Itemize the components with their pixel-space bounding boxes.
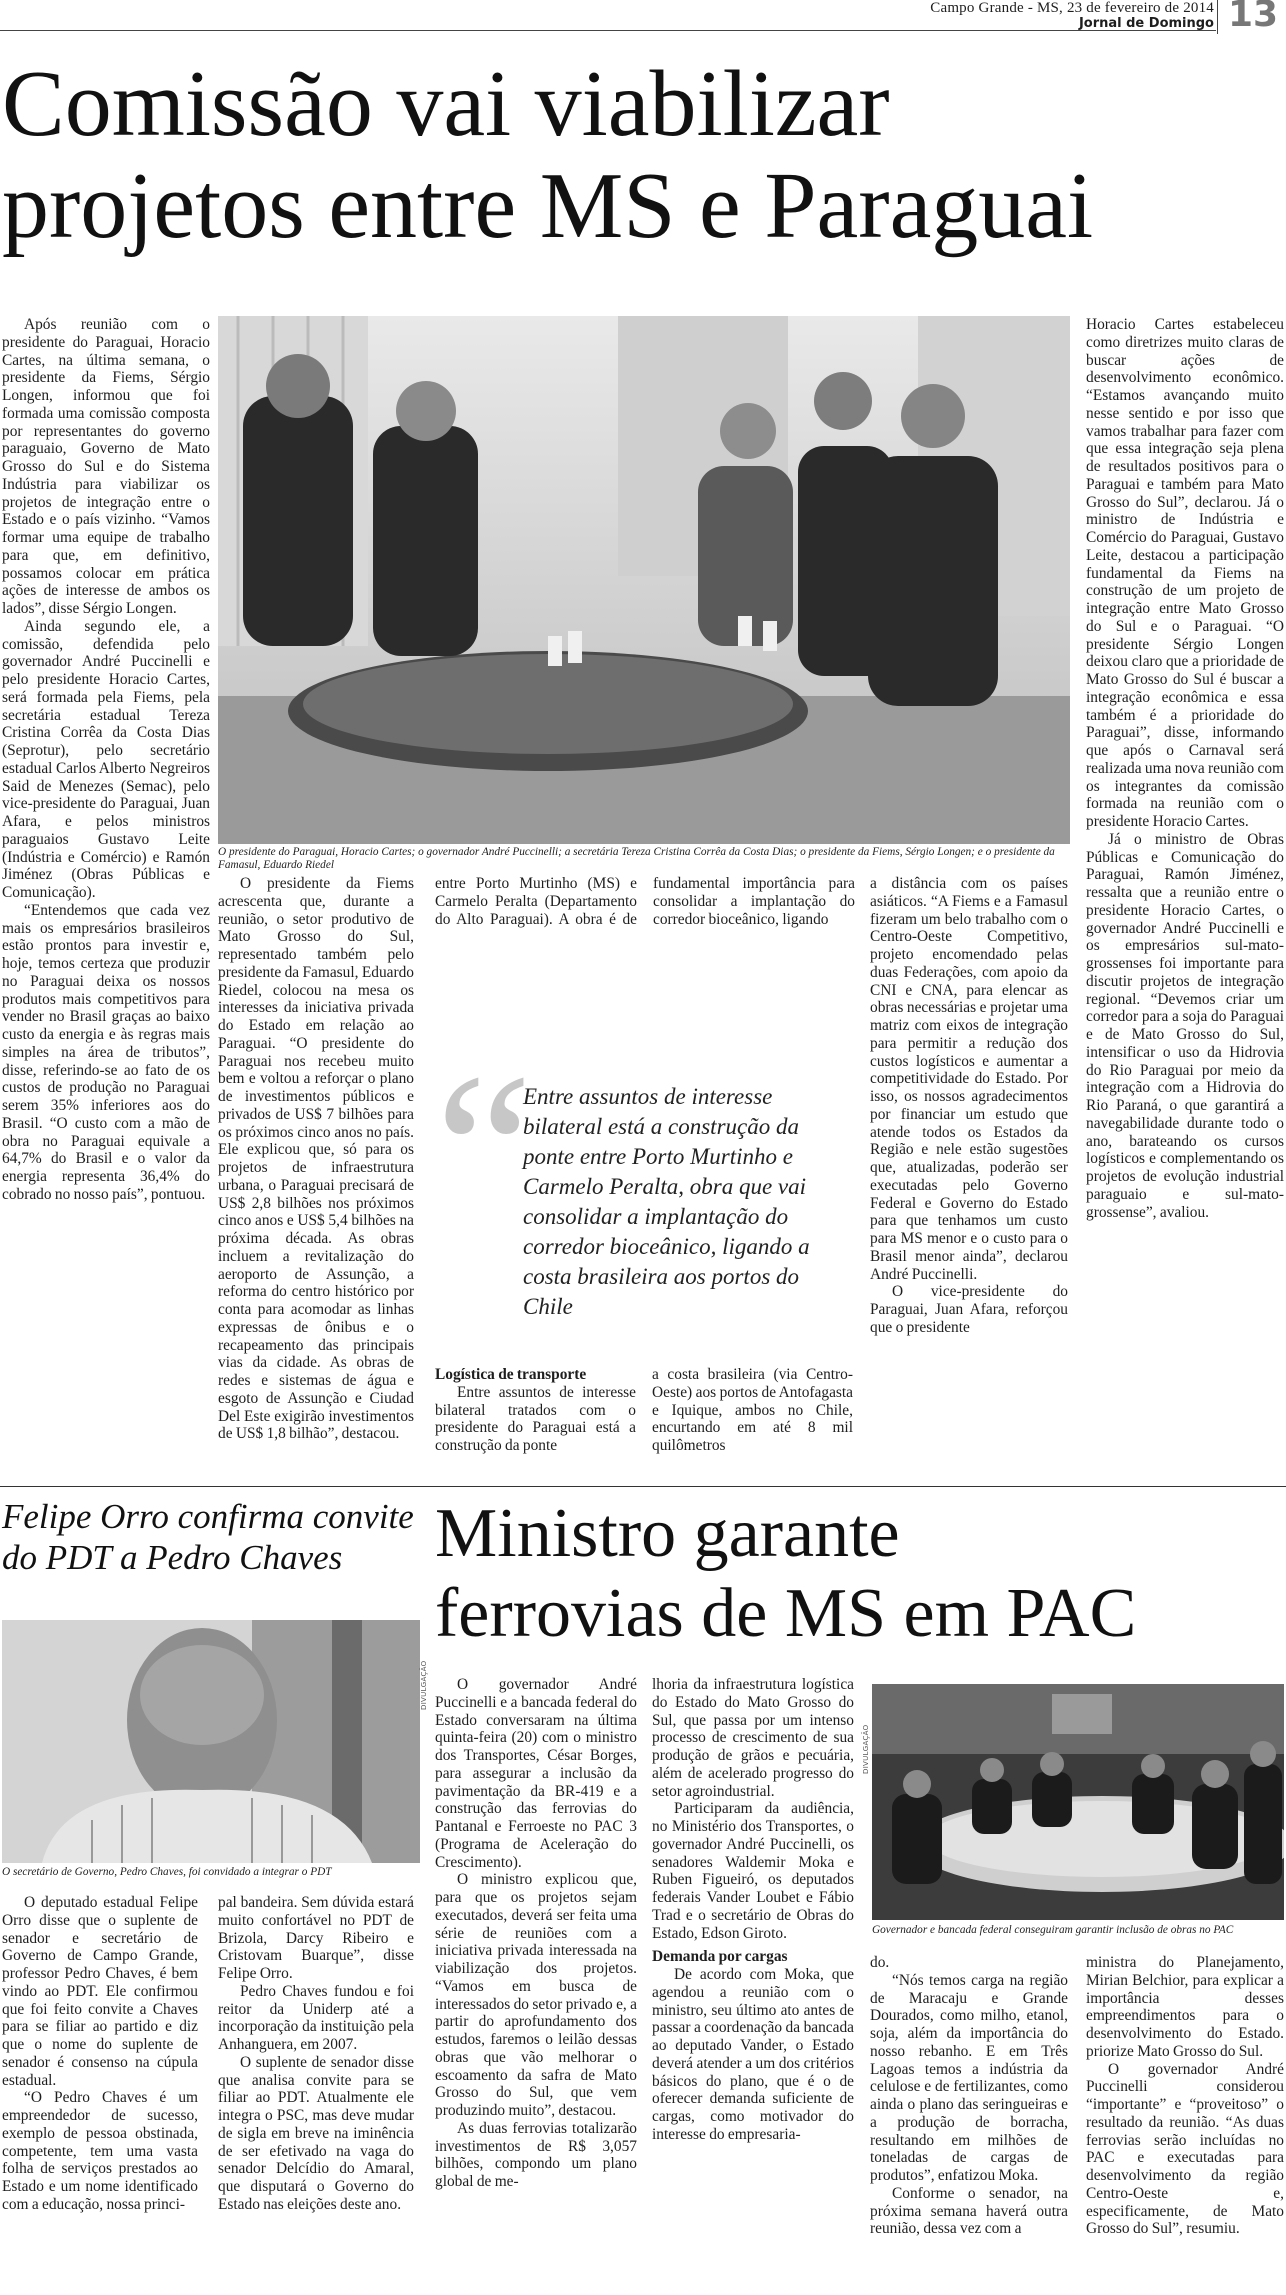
main-headline	[2, 54, 1282, 257]
pedro-chaves-photo-credit: DIVULGAÇÃO	[420, 1660, 428, 1710]
paragraph: do.	[870, 1954, 890, 1971]
paragraph: As duas ferrovias totalizarão investimentos de R$ 3,057 bilhões, compondo um plano global de me-	[435, 2119, 637, 2190]
dateline: Campo Grande - MS, 23 de fevereiro de 2014	[930, 0, 1214, 16]
paragraph: De acordo com Moka, que agendou a reunião com o ministro, seu último ato antes de passar a coordenação da bancada ao deputado Vander, o Estado deverá atender a um dos critérios básicos do plano, que é o de oferecer demanda suficiente de cargas, como motivador do interesse do empresaria-	[652, 1966, 854, 2143]
newspaper-name: Jornal de Domingo	[1078, 16, 1214, 31]
paragraph: Ainda segundo ele, a comissão, defendida pelo governador André Puccinelli e pelo presidente Horacio Cartes, será formada pela Fiems, pela secretária estadual Tereza Cristina Corrêa da Costa Dias (Seprotur), pelo secretário estadual Carlos Alberto Negreiros Said de Menezes (Semac), pelo vice-presidente do Paraguai, Juan Afara, e pelos ministros paraguaios Gustavo Leite (Indústria e Comércio) e Ramón Jiménez (Obras Públicas e Comunicação).	[2, 617, 210, 901]
article3-column-4	[1086, 1954, 1284, 2292]
meeting-photo	[218, 316, 1070, 844]
ferrovias-headline	[435, 1494, 1286, 1654]
paragraph: Horacio Cartes estabeleceu como diretrizes muito claras de buscar ações de desenvolvimento econômico. “Estamos avançando muito nesse sentido e por isso que vamos trabalhar para fazer com que essa integração seja plena de resultados positivos para o Paraguai e também para Mato Grosso do Sul”, declarou. Já o ministro de Indústria e Comércio do Paraguai, Gustavo Leite, destacou a participação fundamental da Fiems na construção de um projeto de integração entre Mato Grosso do Sul e o Paraguai. “O presidente Sérgio Longen deixou claro que a prioridade de Mato Grosso do Sul é buscar a integração econômica e essa também é a prioridade do Paraguai”, disse, informando que após o Carnaval será realizada uma nova reunião com os integrantes da comissão formada na reunião com o presidente Horacio Cartes.	[1086, 316, 1284, 830]
paragraph: O governador André Puccinelli considerou “importante” e “proveitoso” o resultado da reunião. “As duas ferrovias serão incluídas no PAC e executadas para desenvolvimento da região Centro-Oeste e, especificamente, de Mato Grosso do Sul”, resumiu.	[1086, 2060, 1284, 2238]
paragraph: a costa brasileira (via Centro-Oeste) aos portos de Antofagasta e Iquique, ambos no Chile, encurtando em até 8 mil quilômetros	[652, 1366, 853, 1454]
section-rule	[0, 1486, 1286, 1487]
article2-column-1	[2, 1894, 198, 2292]
article1-column-2	[218, 875, 414, 1473]
ferrovias-headline-line1: Ministro garante	[435, 1495, 900, 1572]
paragraph: Já o ministro de Obras Públicas e Comunicação do Paraguai, Ramón Jiménez, ressalta que a reunião entre o presidente Horacio Cartes, o governador André Puccinelli e os empresários sul-mato-grossenses foi importante para discutir projetos de integração regional. “Devemos criar um corredor para a soja do Paraguai e de Mato Grosso do Sul, intensificar o uso da Hidrovia do Rio Paraguai por meio da integração com a Hidrovia do Rio Paraná, o que garantirá a navegabilidade durante todo o ano, barateando os cursos logísticos e complementando os projetos de evolução industrial paraguaio e sul-mato-grossense”, avaliou.	[1086, 830, 1284, 1221]
subhead-cargas: Demanda por cargas	[652, 1948, 788, 1966]
pull-quote: Entre assuntos de interesse bilateral está a construção da ponte entre Porto Murtinho e Carmelo Peralta, obra que vai consolidar a implantação do corredor bioceânico, ligando a costa brasileira aos portos do Chile	[523, 1084, 810, 1319]
meeting-photo-caption: O presidente do Paraguai, Horacio Cartes; o governador André Puccinelli; a secretária Tereza Cristina Corrêa da Costa Dias; o presidente da Fiems, Sérgio Longen; e o presidente da Famasul, Eduardo Riedel	[218, 846, 1055, 871]
article1-column-3-top	[435, 875, 855, 1035]
quote-mark-icon: “	[435, 1028, 533, 1272]
paragraph: Pedro Chaves fundou e foi reitor da Uniderp até a incorporação da instituição pela Anhanguera, em 2007.	[218, 1982, 414, 2053]
ferrovias-headline-line2: ferrovias de MS em PAC	[435, 1574, 1137, 1652]
paragraph: O presidente da Fiems acrescenta que, durante a reunião, o setor produtivo de Mato Grosso do Sul, representado também pelo presidente da Famasul, Eduardo Riedel, colocou na mesa os interesses da iniciativa privada do Estado em relação ao Paraguai. “O presidente do Paraguai nos recebeu muito bem e voltou a reforçar o plano de investimentos públicos e privados de US$ 7 bilhões para os próximos cinco anos no país. Ele explicou que, só para os projetos de infraestrutura urbana, o Paraguai precisará de US$ 2,8 bilhões nos próximos cinco anos e US$ 5,4 bilhões na próxima década. As obras incluem a revitalização do aeroporto de Assunção, a reforma do centro histórico por conta para acomodar as linhas expressas de ônibus e o recapeamento das principais vias da cidade. As obras de redes e sistemas de água e esgoto de Assunção e Ciudad Del Este exigirão investimentos de US$ 1,8 bilhão”, destacou.	[218, 875, 414, 1443]
paragraph: Entre assuntos de interesse bilateral tratados com o presidente do Paraguai está a construção da ponte	[435, 1383, 636, 1454]
paragraph: lhoria da infraestrutura logística do Estado do Mato Grosso do Sul, que passa por um intenso processo de crescimento de sua produção de grãos e pecuária, além de acelerado progresso do setor agroindustrial.	[652, 1676, 854, 1800]
article1-column-4	[870, 875, 1068, 1475]
article3-column-2	[652, 1676, 854, 2292]
article1-column-5	[1086, 316, 1284, 1476]
article3-column-3	[870, 1954, 1068, 2292]
page-number: 13	[1228, 0, 1279, 35]
paragraph: O ministro explicou que, para que os projetos sejam executados, deverá ser feita uma série de reuniões com a iniciativa privada interessada na viabilização dos projetos. “Vamos em busca de interessados do setor privado e, a partir do aprofundamento dos estudos, faremos o leilão dessas obras que vão melhorar o escoamento da safra de Mato Grosso do Sul, que vem produzindo muito”, destacou.	[435, 1871, 637, 2119]
masthead-separator	[1217, 0, 1218, 34]
article2-column-2	[218, 1894, 414, 2292]
paragraph: O vice-presidente do Paraguai, Juan Afara, reforçou que o presidente	[870, 1283, 1068, 1336]
article1-column-1	[2, 316, 210, 1473]
pedro-chaves-photo	[2, 1620, 420, 1863]
paragraph: Após reunião com o presidente do Paraguai, Horacio Cartes, na última semana, o presidente da Fiems, Sérgio Longen, informou que foi formada uma comissão composta por representantes do governo paraguaio, Governo de Mato Grosso do Sul e do Sistema Indústria para viabilizar os projetos de integração entre o Estado e o país vizinho. “Vamos formar uma equipe de trabalho para que, em definitivo, possamos colocar em prática ações de interesse de ambos os lados”, disse Sérgio Longen.	[2, 316, 210, 617]
ministry-photo-credit: DIVULGAÇÃO	[862, 1724, 870, 1774]
article1-column-3-bottom	[435, 1366, 636, 1476]
paragraph: Participaram da audiência, no Ministério dos Transportes, o governador André Puccinelli, os senadores Waldemir Moka e Ruben Figueiró, os deputados federais Vander Loubet e Fábio Trad e o secretário de Obras do Estado, Edson Giroto.	[652, 1800, 854, 1942]
subhead-logistica: Logística de transporte	[435, 1366, 587, 1383]
paragraph: Conforme o senador, na próxima semana haverá outra reunião, dessa vez com a	[870, 2184, 1068, 2238]
paragraph: pal bandeira. Sem dúvida estará muito confortável no PDT de Brizola, Darcy Ribeiro e Cristovam Buarque”, disse Felipe Orro.	[218, 1894, 414, 1982]
article1-column-3b-bottom	[652, 1366, 853, 1476]
paragraph: entre Porto Murtinho (MS) e Carmelo Peralta (Departamento do Alto Paraguai). A obra é de fundamental importância para consolidar a implantação do corredor bioceânico, ligando	[435, 875, 855, 928]
paragraph: O governador André Puccinelli e a bancada federal do Estado conversaram na última quinta-feira (20) com o ministro dos Transportes, César Borges, para assegurar a inclusão da pavimentação da BR-419 e a construção das ferrovias do Pantanal e Ferroeste no PAC 3 (Programa de Aceleração do Crescimento).	[435, 1676, 637, 1871]
pedro-chaves-headline: Felipe Orro confirma convite do PDT a Pedro Chaves	[2, 1497, 414, 1578]
paragraph: “O Pedro Chaves é um empreendedor de sucesso, exemplo de pessoa obstinada, competente, tem uma vasta folha de serviços prestados ao Estado e um nome identificado com a educação, nossa princi-	[2, 2089, 198, 2213]
pedro-chaves-photo-caption: O secretário de Governo, Pedro Chaves, foi convidado a integrar o PDT	[2, 1866, 332, 1878]
main-headline-line1: Comissão vai viabilizar	[2, 52, 890, 156]
paragraph: O deputado estadual Felipe Orro disse que o suplente de senador e secretário de Governo de Campo Grande, professor Pedro Chaves, é bem vindo ao PDT. Ele confirmou que foi feito convite a Chaves para se filiar ao partido e diz que o nome do suplente de senador é consenso na cúpula estadual.	[2, 1894, 198, 2089]
main-headline-line2: projetos entre MS e Paraguai	[2, 153, 1094, 258]
paragraph: a distância com os países asiáticos. “A Fiems e a Famasul fizeram um belo trabalho com o Centro-Oeste Competitivo, projeto encomendado pelas duas Federações, com apoio da CNI e CNA, para elencar as obras necessárias e projetar uma matriz com eixos de integração para permitir a redução dos custos logísticos e aumentar a competitividade do Estado. Por isso, os nossos agradecimentos por financiar um estudo que atende todos os Estados da Região e nele estão sugestões que, atualizadas, poderão ser executadas pelo Governo Federal e Governo do Estado para que tenhamos um custo para MS menor e o custo para o Brasil menor ainda”, declarou André Puccinelli.	[870, 875, 1068, 1283]
ministry-photo-caption: Governador e bancada federal conseguiram garantir inclusão de obras no PAC	[872, 1924, 1234, 1936]
paragraph: O suplente de senador disse que analisa convite para se filiar ao PDT. Atualmente ele integra o PSC, mas deve mudar de sigla em breve na iminência de ser efetivado na vaga do senador Delcídio do Amaral, que disputará o Governo do Estado nas eleições deste ano.	[218, 2053, 414, 2213]
paragraph: “Nós temos carga na região de Maracaju e Grande Dourados, como milho, etanol, soja, além da importância do nosso rebanho. E em Três Lagoas temos a indústria da celulose e de fertilizantes, como ainda o plano das seringueiras e a produção de borracha, resultando em milhões de toneladas de cargas de produtos”, enfatizou Moka.	[870, 1971, 1068, 2184]
paragraph: “Entendemos que cada vez mais os empresários brasileiros estão prontos para investir e, hoje, temos certeza que produzir no Paraguai deixa os nossos produtos mais competitivos para vender no Brasil graças ao baixo custo da energia e às regras mais simples na área de tributos”, disse, referindo-se ao fato de os custos de produção no Paraguai serem 35% inferiores aos do Brasil. “O custo com a mão de obra no Paraguai equivale a 64,7% do Brasil e o valor da energia representa 36,4% do cobrado no nosso país”, pontuou.	[2, 901, 210, 1203]
masthead-rule	[0, 30, 1216, 31]
article3-column-1	[435, 1676, 637, 2292]
ministry-meeting-photo	[872, 1684, 1284, 1920]
paragraph: ministra do Planejamento, Mirian Belchior, para explicar a importância desses empreendimentos para o desenvolvimento do Estado. priorize Mato Grosso do Sul.	[1086, 1954, 1284, 2060]
